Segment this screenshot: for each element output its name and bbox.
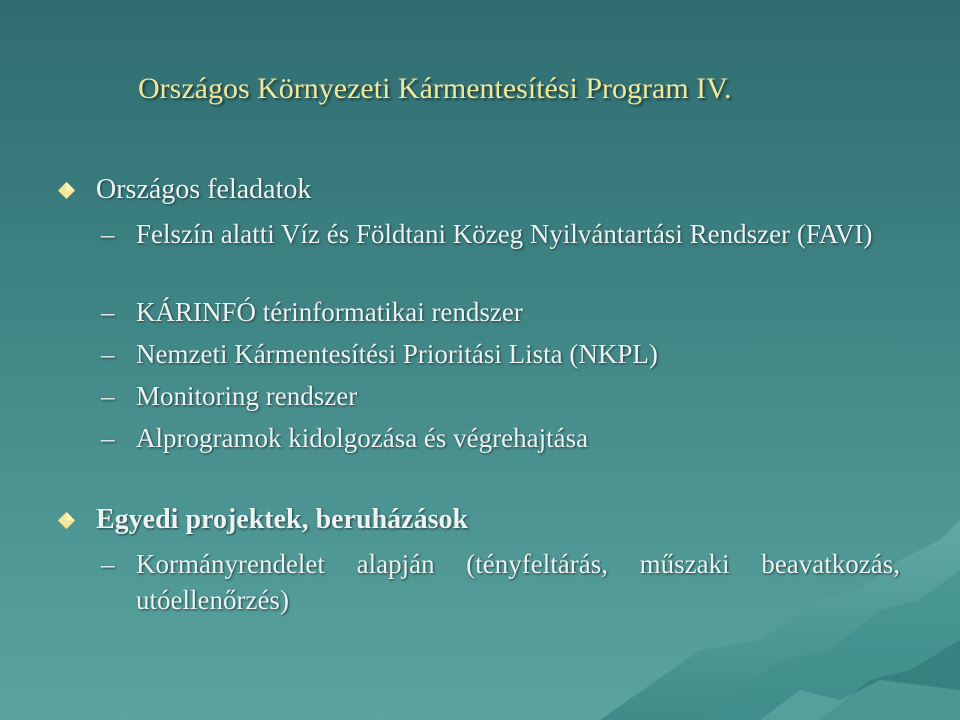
dash-marker: – <box>101 219 115 249</box>
dash-marker: – <box>101 297 115 327</box>
dash-marker: – <box>101 549 115 579</box>
slide-title: Országos Környezeti Kármentesítési Program IV. <box>138 72 732 105</box>
diamond-icon <box>58 512 75 529</box>
slide: Országos Környezeti Kármentesítési Program IV. Országos feladatok – Felszín alatti Víz és Földtani Közeg Nyilvántartási Rendszer (FAVI) – KÁRINFÓ térinformatikai rendszer – Nemzeti Kármentesítési Prioritási Lista (NKPL) – Monitoring rendszer – Alprogramok kidolgozása és végrehajtása Egyedi projektek, beruházások – Kormányrendelet alapján (tényfeltárás, műszaki beavatkozás, utóellenőrzés) <box>0 0 960 720</box>
dash-marker: – <box>101 423 115 453</box>
list-item-text: Felszín alatti Víz és Földtani Közeg Nyilvántartási Rendszer (FAVI) <box>136 219 873 249</box>
list-item-text: Kormányrendelet alapján (tényfeltárás, műszaki beavatkozás, utóellenőrzés) <box>136 549 900 615</box>
list-item <box>101 546 900 618</box>
list-item <box>101 420 900 456</box>
dash-marker: – <box>101 339 115 369</box>
list-item-text: Monitoring rendszer <box>136 381 358 411</box>
list-item <box>101 216 900 252</box>
list-item-text: KÁRINFÓ térinformatikai rendszer <box>136 297 523 327</box>
list-item <box>101 294 900 330</box>
list-item-text: Alprogramok kidolgozása és végrehajtása <box>136 423 589 453</box>
diamond-icon <box>58 182 75 199</box>
list-item-text: Nemzeti Kármentesítési Prioritási Lista (NKPL) <box>136 339 658 369</box>
dash-marker: – <box>101 381 115 411</box>
list-item <box>101 378 900 414</box>
list-item <box>101 336 900 372</box>
